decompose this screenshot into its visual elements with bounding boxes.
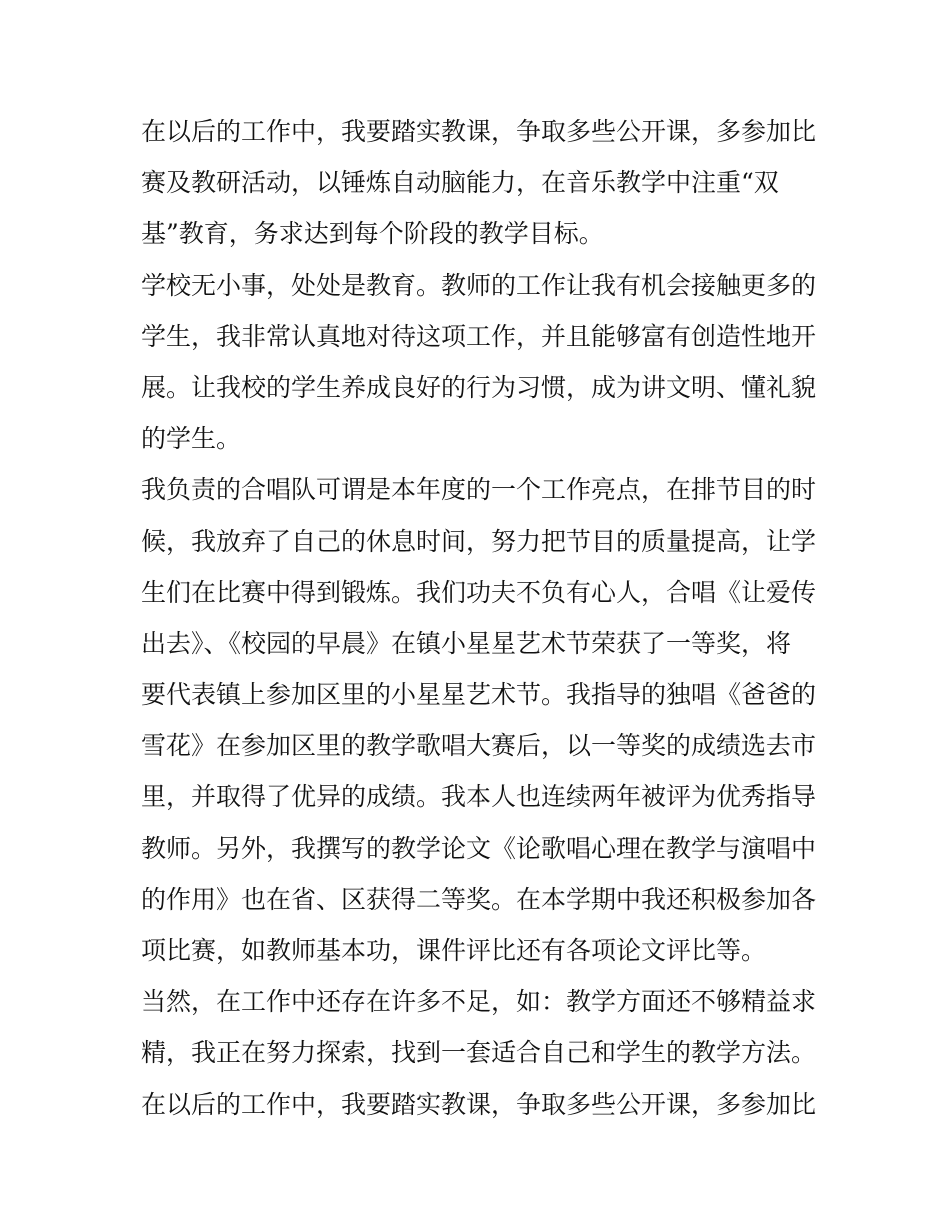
text-line: 我负责的合唱队可谓是本年度的一个工作亮点，在排节目的时 (141, 475, 817, 505)
text-line: 展。让我校的学生养成良好的行为习惯，成为讲文明、懂礼貌 (141, 372, 817, 402)
text-line: 生们在比赛中得到锻炼。我们功夫不负有心人，合唱《让爱传 (141, 577, 817, 607)
text-line: 基”教育，务求达到每个阶段的教学目标。 (141, 219, 604, 249)
text-line: 出去》、《校园的早晨》在镇小星星艺术节荣获了一等奖，将 (141, 628, 792, 658)
text-line: 候，我放弃了自己的休息时间，努力把节目的质量提高，让学 (141, 526, 817, 556)
text-line: 赛及教研活动，以锤炼自动脑能力，在音乐教学中注重“双 (141, 168, 779, 198)
text-line: 精，我正在努力探索，找到一套适合自己和学生的教学方法。 (141, 1038, 817, 1068)
text-line: 学生，我非常认真地对待这项工作，并且能够富有创造性地开 (141, 321, 817, 351)
document-body (141, 106, 821, 1130)
text-line: 当然，在工作中还存在许多不足，如：教学方面还不够精益求 (141, 987, 817, 1017)
text-line: 项比赛，如教师基本功，课件评比还有各项论文评比等。 (141, 936, 767, 965)
text-line: 在以后的工作中，我要踏实教课，争取多些公开课，多参加比 (141, 1089, 817, 1119)
text-line: 的学生。 (141, 424, 242, 454)
text-line: 里，并取得了优异的成绩。我本人也连续两年被评为优秀指导 (141, 782, 817, 812)
text-line: 雪花》在参加区里的教学歌唱大赛后，以一等奖的成绩选去市 (141, 731, 817, 761)
text-line: 的作用》也在省、区获得二等奖。在本学期中我还积极参加各 (141, 884, 817, 914)
text-line: 学校无小事，处处是教育。教师的工作让我有机会接触更多的 (141, 270, 817, 300)
text-line: 在以后的工作中，我要踏实教课，争取多些公开课，多参加比 (141, 117, 817, 146)
text-line: 教师。另外，我撰写的教学论文《论歌唱心理在教学与演唱中 (141, 833, 817, 863)
text-line: 要代表镇上参加区里的小星星艺术节。我指导的独唱《爸爸的 (141, 680, 817, 710)
